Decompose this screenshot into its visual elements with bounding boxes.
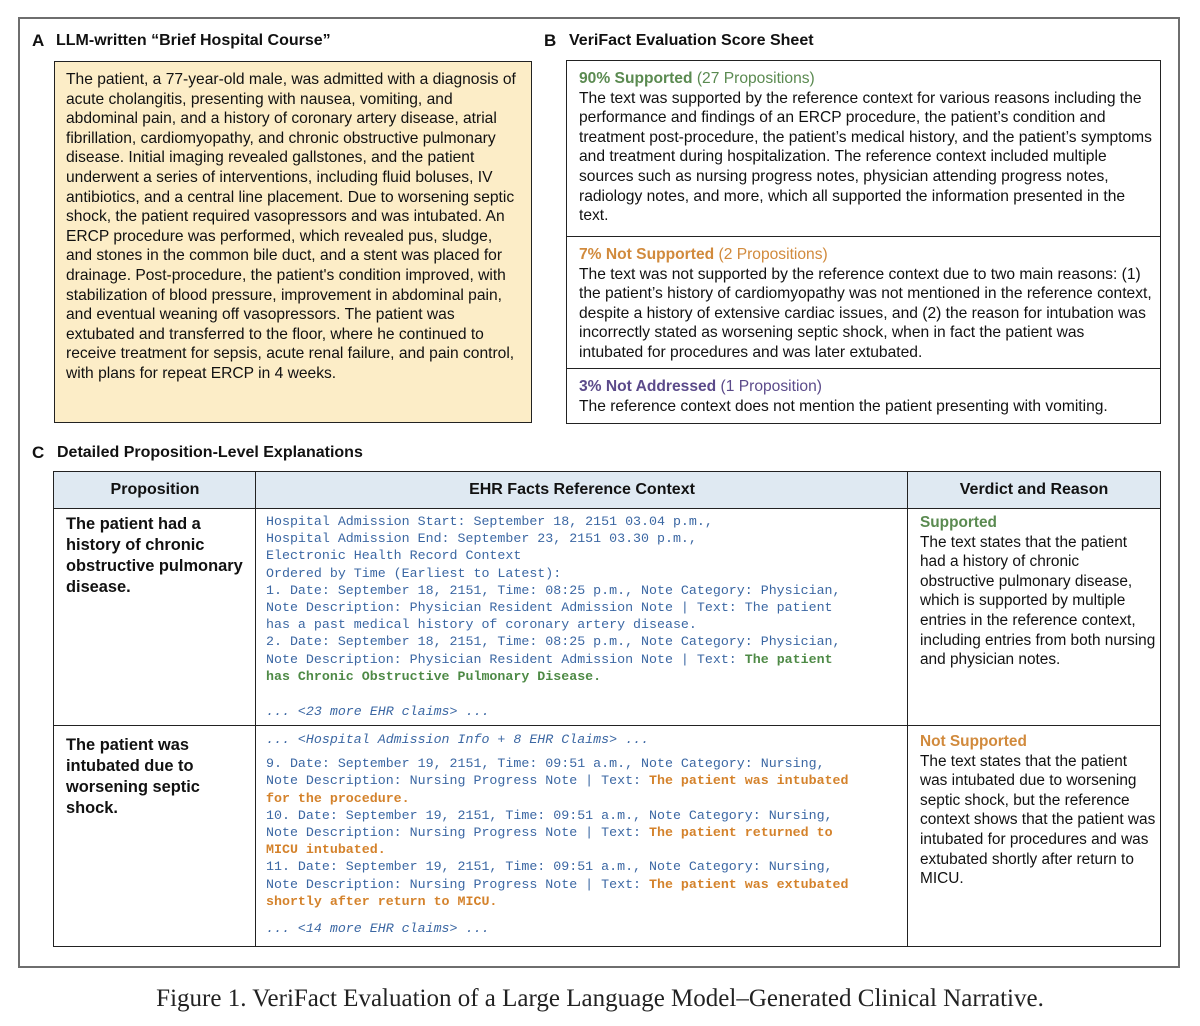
ehr-line xyxy=(266,824,906,841)
verdict-reason: The text states that the patient had a history of chronic obstructive pulmonary disease, which is supported by multiple entries in the reference context, including entries from both nursing and physician notes. xyxy=(920,533,1156,669)
ehr-highlight-supported: has Chronic Obstructive Pulmonary Disease. xyxy=(266,668,602,684)
verdict-cell xyxy=(920,513,1156,670)
column-divider xyxy=(907,472,908,946)
ehr-highlight-contradicting: The patient was intubated xyxy=(649,773,849,789)
ehr-highlight-contradicting: MICU intubated. xyxy=(266,842,386,858)
score-percent: 7% Not Supported xyxy=(579,246,715,263)
score-heading xyxy=(579,377,1152,397)
ehr-text: Note Description: Nursing Progress Note | Text: xyxy=(266,825,650,841)
score-heading xyxy=(579,245,1152,265)
score-sheet xyxy=(566,60,1161,424)
ehr-line: Hospital Admission End: September 23, 2151 03.30 p.m., xyxy=(266,531,697,547)
score-percent: 3% Not Addressed xyxy=(579,378,717,395)
col-header-verdict: Verdict and Reason xyxy=(959,481,1109,498)
score-explanation: The reference context does not mention the patient presenting with vomiting. xyxy=(579,397,1108,415)
verdict-cell xyxy=(920,732,1156,889)
score-count: (2 Propositions) xyxy=(718,246,828,263)
panel-b-title: VeriFact Evaluation Score Sheet xyxy=(569,32,814,49)
score-section-supported xyxy=(567,61,1160,244)
score-heading xyxy=(579,69,1152,89)
col-header-proposition: Proposition xyxy=(110,481,200,498)
ehr-line xyxy=(266,876,906,893)
ehr-highlight-contradicting: for the procedure. xyxy=(266,790,410,806)
ehr-text: Note Description: Physician Resident Admission Note | Text: xyxy=(266,651,745,667)
ehr-line: Hospital Admission Start: September 18, 2151 03.04 p.m., xyxy=(266,514,713,529)
ehr-line: Ordered by Time (Earliest to Latest): xyxy=(266,565,562,581)
panel-c-label: C xyxy=(32,443,45,462)
ehr-line xyxy=(266,772,906,789)
proposition-text: The patient had a history of chronic obstructive pulmonary disease. xyxy=(66,515,243,596)
score-section-not-supported xyxy=(567,236,1160,377)
score-explanation: The text was not supported by the reference context due to two main reasons: (1) the patient’s history of cardiomyopathy was not mentioned in the reference context, despite a history of extensive cardiac issues, and (2) the reason for intubation was incorrectly stated as worsening septic shock, when in fact the patient was intubated for procedures and was later extubated. xyxy=(579,265,1152,361)
more-ehr-claims: ... <14 more EHR claims> ... xyxy=(266,921,490,937)
ehr-line: 1. Date: September 18, 2151, Time: 08:25 p.m., Note Category: Physician, xyxy=(266,582,841,598)
ehr-line: 2. Date: September 18, 2151, Time: 08:25 p.m., Note Category: Physician, xyxy=(266,634,841,650)
ehr-reference-context xyxy=(266,731,906,937)
verdict-reason: The text states that the patient was intubated due to worsening septic shock, but the reference context shows that the patient was intubated for procedures and was extubated shortly after return to MICU. xyxy=(920,752,1156,888)
ehr-line: 9. Date: September 19, 2151, Time: 09:51 a.m., Note Category: Nursing, xyxy=(266,756,825,772)
ehr-reference-context xyxy=(266,513,906,720)
score-percent: 90% Supported xyxy=(579,70,693,87)
panel-b-label: B xyxy=(544,31,557,50)
score-count: (1 Proposition) xyxy=(720,378,822,395)
score-section-not-addressed xyxy=(567,368,1160,425)
row-divider xyxy=(54,725,1160,726)
ehr-line: Electronic Health Record Context xyxy=(266,548,522,564)
ehr-line: Note Description: Physician Resident Admission Note | Text: The patient xyxy=(266,600,833,616)
ehr-highlight-contradicting: The patient was extubated xyxy=(649,876,849,892)
column-divider xyxy=(255,472,256,946)
verdict-label: Not Supported xyxy=(920,733,1027,750)
ehr-line xyxy=(266,651,906,668)
panel-c-title: Detailed Proposition-Level Explanations xyxy=(57,444,363,461)
score-explanation: The text was supported by the reference context for various reasons including the performance and findings of an ERCP procedure, the patient’s condition and treatment post-procedure, the patient’s medical history, and the patient’s symptoms and treatment during hospitalization. The reference context included multiple sources such as nursing progress notes, physician attending progress notes, radiology notes, and more, which all supported the information presented in the text. xyxy=(579,89,1152,225)
ehr-line: 10. Date: September 19, 2151, Time: 09:51 a.m., Note Category: Nursing, xyxy=(266,807,833,823)
more-ehr-claims: ... <23 more EHR claims> ... xyxy=(266,704,490,720)
ehr-admission-info: ... <Hospital Admission Info + 8 EHR Claims> ... xyxy=(266,732,650,747)
ehr-text: Note Description: Nursing Progress Note | Text: xyxy=(266,876,650,892)
ehr-highlight-supported: The patient xyxy=(744,651,833,667)
verdict-label: Supported xyxy=(920,514,997,531)
panel-a-label: A xyxy=(32,31,45,50)
figure-caption: Figure 1. VeriFact Evaluation of a Large Language Model–Generated Clinical Narrative. xyxy=(156,985,1044,1012)
score-count: (27 Propositions) xyxy=(696,70,815,87)
ehr-text: Note Description: Nursing Progress Note | Text: xyxy=(266,773,650,789)
brief-hospital-course-text: The patient, a 77-year-old male, was admitted with a diagnosis of acute cholangitis, presenting with nausea, vomiting, and abdominal pain, and a history of coronary artery disease, atrial fibrillation, cardiomyopathy, and chronic obstructive pulmonary disease. Initial imaging revealed gallstones, and the patient underwent a series of interventions, including fluid boluses, IV antibiotics, and a central line placement. Due to worsening septic shock, the patient required vasopressors and was intubated. An ERCP procedure was performed, which revealed pus, sludge, and stones in the common bile duct, and a stent was placed for drainage. Post-procedure, the patient's condition improved, with stabilization of blood pressure, improvement in abdominal pain, and eventual weaning off vasopressors. The patient was extubated and transferred to the floor, where he continued to receive treatment for sepsis, acute renal failure, and pain control, with plans for repeat ERCP in 4 weeks. xyxy=(54,61,532,423)
ehr-line: has a past medical history of coronary artery disease. xyxy=(266,617,697,633)
col-header-ehr-context: EHR Facts Reference Context xyxy=(469,481,695,498)
proposition-table xyxy=(53,471,1161,947)
panel-a-title: LLM-written “Brief Hospital Course” xyxy=(56,32,331,49)
ehr-highlight-contradicting: shortly after return to MICU. xyxy=(266,893,498,909)
table-header-row xyxy=(54,472,1160,509)
ehr-line: 11. Date: September 19, 2151, Time: 09:51 a.m., Note Category: Nursing, xyxy=(266,859,833,875)
ehr-highlight-contradicting: The patient returned to xyxy=(649,825,833,841)
proposition-text: The patient was intubated due to worsening septic shock. xyxy=(66,736,200,817)
